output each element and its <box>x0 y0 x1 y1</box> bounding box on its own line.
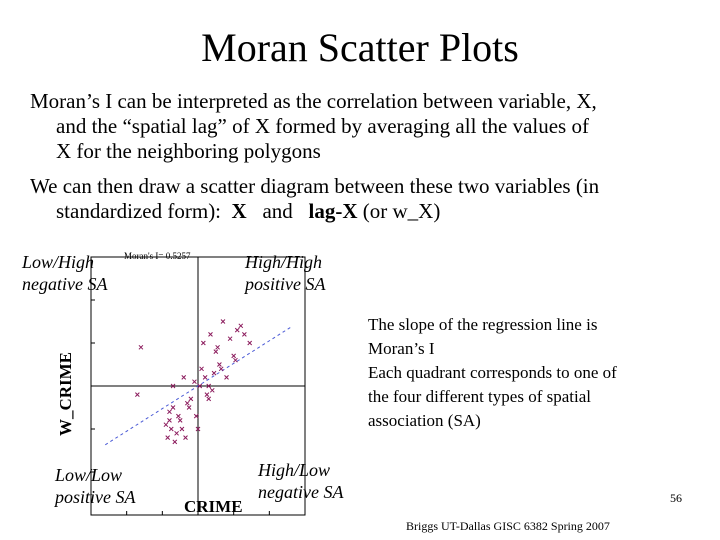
scatter-point <box>232 354 236 358</box>
scatter-points <box>135 320 251 444</box>
y-axis-label: W_CRIME <box>56 351 75 437</box>
scatter-point <box>171 406 175 410</box>
scatter-point <box>176 414 180 418</box>
lag-x-variable: lag-X <box>308 199 358 223</box>
scatter-point <box>239 324 243 328</box>
scatter-point <box>135 393 139 397</box>
scatter-point <box>214 350 218 354</box>
scatter-point <box>219 367 223 371</box>
scatter-point <box>180 427 184 431</box>
note-line: the four different types of spatial <box>368 387 591 406</box>
scatter-point <box>242 332 246 336</box>
quadrant-type: Low/Low <box>55 465 123 485</box>
scatter-point <box>167 418 171 422</box>
scatter-point <box>182 375 186 379</box>
paragraph-line: and the “spatial lag” of X formed by averaging all the values of <box>56 114 589 138</box>
scatter-point <box>225 375 229 379</box>
wx-text: (or w_X) <box>362 199 441 223</box>
scatter-point <box>164 423 168 427</box>
scatter-point <box>139 345 143 349</box>
quadrant-sa: negative SA <box>258 482 344 502</box>
scatter-point <box>187 406 191 410</box>
scatter-point <box>233 358 237 362</box>
scatter-point <box>167 410 171 414</box>
and-text: and <box>262 199 293 223</box>
paragraph-line <box>30 199 700 224</box>
scatter-point <box>248 341 252 345</box>
scatter-point <box>210 388 214 392</box>
scatter-point <box>166 436 170 440</box>
scatter-point <box>216 345 220 349</box>
note-line: Each quadrant corresponds to one of <box>368 363 617 382</box>
chart-title: Moran's I= 0.5257 <box>124 251 191 261</box>
scatter-point <box>184 436 188 440</box>
scatter-point <box>169 427 173 431</box>
scatter-point <box>228 337 232 341</box>
paragraph-morans-i <box>30 89 700 164</box>
scatter-point <box>208 332 212 336</box>
quadrant-label-lower-right <box>258 459 343 503</box>
scatter-point <box>175 431 179 435</box>
footer-credit: Briggs UT-Dallas GISC 6382 Spring 2007 <box>406 519 610 533</box>
note-line: association (SA) <box>368 411 481 430</box>
scatter-point <box>173 440 177 444</box>
scatter-point <box>203 375 207 379</box>
scatter-point <box>205 393 209 397</box>
scatter-point <box>178 418 182 422</box>
quadrant-type: High/High <box>245 252 323 272</box>
quadrant-label-upper-left <box>22 251 107 295</box>
note-line: Moran’s I <box>368 339 435 358</box>
scatter-point <box>185 401 189 405</box>
quadrant-type: Low/High <box>22 252 95 272</box>
paragraph-scatter-diagram <box>30 174 700 224</box>
scatter-point <box>235 328 239 332</box>
quadrant-label-lower-left <box>55 464 135 508</box>
standardized-text: standardized form): <box>56 199 222 223</box>
scatter-point <box>192 380 196 384</box>
scatter-point <box>221 320 225 324</box>
x-variable: X <box>231 199 247 223</box>
slope-note <box>368 313 688 433</box>
scatter-point <box>212 371 216 375</box>
quadrant-sa: positive SA <box>245 274 326 294</box>
scatter-point <box>217 363 221 367</box>
quadrant-sa: positive SA <box>55 487 136 507</box>
quadrant-type: High/Low <box>258 460 331 480</box>
scatter-point <box>200 367 204 371</box>
page-number: 56 <box>670 491 682 505</box>
paragraph-line: Moran’s I can be interpreted as the correlation between variable, X, <box>30 89 597 113</box>
paragraph-line: X for the neighboring polygons <box>56 139 321 163</box>
quadrant-sa: negative SA <box>22 274 108 294</box>
note-line: The slope of the regression line is <box>368 315 598 334</box>
scatter-point <box>201 341 205 345</box>
slide-title: Moran Scatter Plots <box>201 25 519 70</box>
scatter-point <box>207 397 211 401</box>
x-axis-label: CRIME <box>184 497 243 516</box>
quadrant-label-upper-right <box>245 251 325 295</box>
paragraph-line: We can then draw a scatter diagram between these two variables (in <box>30 174 600 198</box>
scatter-point <box>189 397 193 401</box>
